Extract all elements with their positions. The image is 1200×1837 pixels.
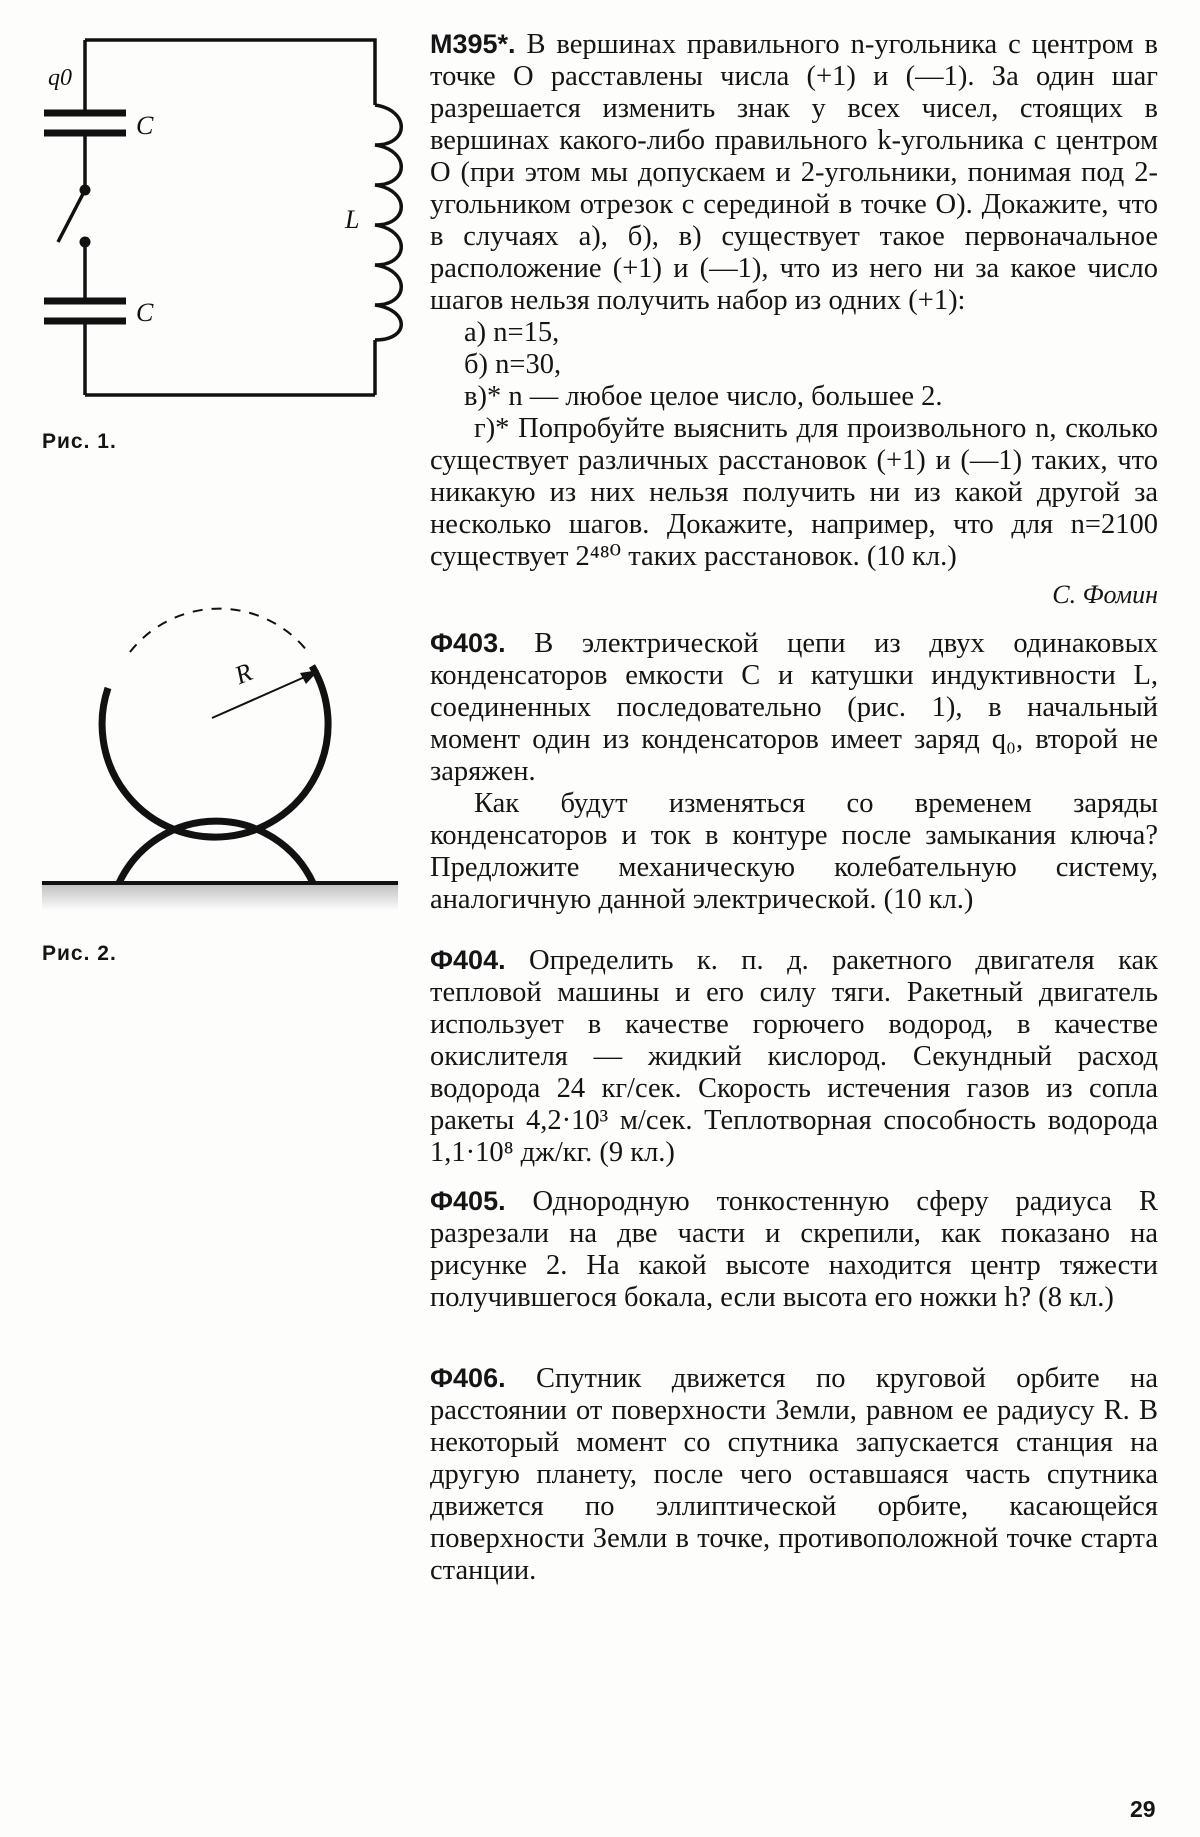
problem-m395-text: В вершинах правильного n-угольника с центром в точке O расставлены числа (+1) и (—1). За один шаг разрешается изменить знак у всех чисел, стоящих в вершинах какого-либо правильного k-угольника с центром O (при этом мы допускаем и 2-угольники, понимая под 2-угольником отрезок с серединой в точке O). Докажите, что в случаях а), б), в) существует такое первоначальное расположение (+1) и (—1), что из него ни за какое число шагов нельзя получить набор из одних (+1): (430, 29, 1158, 316)
problem-f406 (430, 1362, 1158, 1587)
problem-f405-text: Однородную тонкостенную сферу радиуса R разрезали на две части и скрепили, как показано на рисунке 2. На какой высоте находится центр тяжести получившегося бокала, если высота его ножки h? (8 кл.) (430, 1186, 1159, 1313)
switch-blade (58, 190, 85, 242)
figure-2-caption: Рис. 2. (42, 942, 117, 965)
problem-f404-text: Определить к. п. д. ракетного двигателя как тепловой машины и его силу тяги. Ракетный двигатель использует в качестве горючего водород, в качестве окислителя — жидкий кислород. Секундный расход водорода 24 кг/сек. Скорость истечения газов из сопла ракеты 4,2·10³ м/сек. Теплотворная способность водорода 1,1·10⁸ дж/кг. (9 кл.) (430, 945, 1158, 1168)
problem-m395 (430, 28, 1158, 611)
problem-m395-author: С. Фомин (1052, 580, 1158, 609)
wire-top (85, 40, 375, 105)
problems-column (430, 28, 1158, 1587)
problem-f403-text-1: В электрической цепи из двух одинаковых конденсаторов емкости C и катушки индуктивности L, соединенных последовательно (рис. 1), в начальный момент один из конденсаторов имеет заряд q₀, второй не заряжен. (430, 628, 1159, 787)
inductor-coil (375, 105, 401, 340)
problem-f406-text: Спутник движется по круговой орбите на расстоянии от поверхности Земли, равном ее радиусу R. В некоторый момент со спутника запускается станция на другую планету, после чего оставшаяся часть спутника движется по эллиптической орбите, касающейся поверхности Земли в точке, противоположной точке старта станции. (430, 1363, 1158, 1586)
problem-m395-item-d: г)* Попробуйте выяснить для произвольного n, сколько существует различных расстановок (+1) и (—1) таких, что никакую из них нельзя получить ни из какой другой за несколько шагов. Докажите, например, что для n=2100 существует 2⁴⁸⁰ таких расстановок. (10 кл.) (430, 413, 1158, 572)
figure-1-caption: Рис. 1. (42, 430, 117, 453)
problem-f405-label: Ф405. (430, 1186, 506, 1216)
label-c-top: C (136, 111, 154, 140)
label-l: L (345, 205, 360, 234)
label-c-bottom: C (136, 298, 154, 327)
page-number: 29 (1130, 1796, 1156, 1822)
problem-m395-item-b: б) n=30, (464, 349, 562, 380)
figure-1-circuit (30, 30, 410, 410)
goblet-stem-cap (119, 821, 313, 883)
switch-contact-bottom (80, 237, 91, 248)
problem-m395-label: М395*. (430, 29, 516, 59)
label-q0: q0 (48, 65, 72, 91)
removed-cap-dashed (130, 609, 308, 652)
ground-shading (42, 883, 398, 910)
problem-m395-item-c: в)* n — любое целое число, большее 2. (464, 381, 943, 412)
figure-2-goblet (30, 590, 410, 910)
goblet-bowl (102, 666, 328, 837)
problem-m395-item-a: а) n=15, (464, 317, 560, 348)
problem-f403 (430, 627, 1158, 916)
problem-f403-text-2: Как будут изменяться со временем заряды конденсаторов и ток в контуре после замыкания ключа? Предложите механическую колебательную систему, аналогичную данной электрической. (10 кл.) (430, 788, 1158, 915)
problem-f406-label: Ф406. (430, 1363, 506, 1393)
label-r: R (230, 657, 257, 691)
problem-f404 (430, 944, 1158, 1169)
problem-f405 (430, 1185, 1158, 1314)
switch-contact-top (80, 185, 91, 196)
problem-f403-label: Ф403. (430, 628, 506, 658)
problem-f404-label: Ф404. (430, 945, 506, 975)
radius-line (212, 672, 316, 718)
